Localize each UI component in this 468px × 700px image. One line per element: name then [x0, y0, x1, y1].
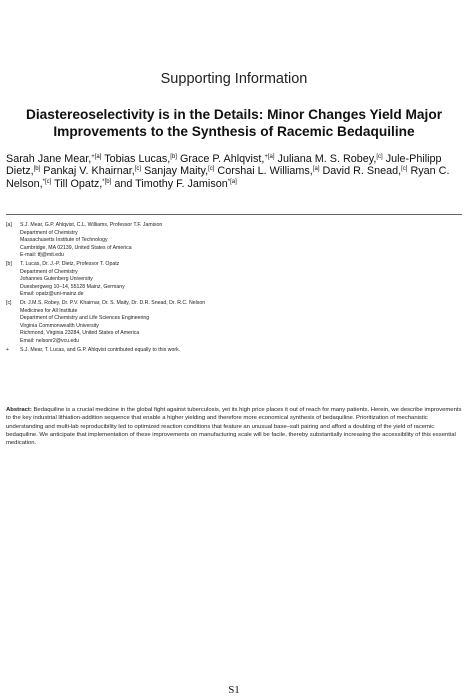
affiliation-line: Department of Chemistry — [20, 268, 78, 275]
affiliation-entry — [6, 300, 462, 345]
author-name: Pankaj V. Khairnar, — [43, 165, 135, 178]
author-affiliation-mark: [a] — [312, 166, 320, 173]
contribution-mark: + — [6, 346, 10, 353]
affiliation-line: Department of Chemistry — [20, 229, 78, 236]
affiliation-line: Duesbergweg 10–14, 55128 Mainz, Germany — [20, 283, 125, 290]
author-name: Juliana M. S. Robey, — [277, 153, 377, 165]
author-affiliation-mark: [b] — [170, 154, 177, 160]
affiliation-lines — [20, 261, 462, 299]
affiliation-email[interactable]: Email: opatz@uni-mainz.de — [20, 291, 84, 297]
contribution-text: S.J. Mear, T. Lucas, and G.P. Ahlqvist contributed equally to this work. — [20, 346, 181, 353]
author-list — [6, 153, 466, 190]
author-affiliation-mark: [c] — [401, 166, 408, 173]
author-affiliation-mark: *[a] — [227, 178, 237, 185]
author-affiliation-mark: [c] — [376, 154, 383, 160]
page-number: S1 — [228, 684, 240, 696]
affiliation-line: T. Lucas, Dr. J.-P. Dietz, Professor T. Opatz — [20, 261, 120, 267]
affiliations-block — [6, 222, 462, 356]
affiliation-mark: [b] — [6, 261, 12, 267]
affiliation-mark: [c] — [6, 300, 12, 306]
affiliation-line: Dr. J.M.S. Robey, Dr. P.V. Khairnar, Dr. S. Maity, Dr. D.R. Snead, Dr. R.C. Nelson — [20, 300, 206, 306]
affiliation-line: Medicines for All Institute — [20, 307, 78, 314]
abstract-paragraph — [6, 406, 462, 447]
affiliation-lines — [20, 300, 462, 345]
affiliation-line: Cambridge, MA 02139, United States of America — [20, 244, 132, 251]
paper-title: Diastereoselectivity is in the Details: Minor Changes Yield Major Improvements to the Synthesis of Racemic Bedaquiline — [25, 107, 443, 139]
affiliation-line: Department of Chemistry and Life Sciences Engineering — [20, 315, 150, 321]
author-name: David R. Snead, — [322, 165, 402, 178]
author-affiliation-mark: [b] — [33, 166, 41, 173]
affiliation-line: Richmond, Virginia 23284, United States of America — [20, 330, 140, 336]
author-name: Jule-Philipp Dietz, — [6, 153, 442, 178]
author-name: Tobias Lucas, — [104, 153, 171, 165]
affiliation-line: Virginia Commonwealth University — [20, 322, 99, 329]
author-name: Corshai L. Williams, — [217, 165, 313, 178]
author-name: Till Opatz, — [54, 177, 103, 190]
affiliation-mark: [a] — [6, 222, 12, 228]
abstract-text: Bedaquiline is a crucial medicine in the global fight against tuberculosis, yet its high price places it out of reach for many patients. Herein, we describe improvements to the key industrial lithiation-addition sequence that enable a higher yielding and therefore more economical synthesis of bedaquiline. Prioritization of mechanistic understanding and multi-lab reproducibility led to optimized reaction conditions that feature an unusual base–salt pairing and afford a doubling of the yield of racemic bedaquiline. We anticipate that implementation of these improvements on manufacturing scale will be facile, thereby substantially increasing the accessibility of this essential medication. — [6, 407, 462, 447]
author-name: Sarah Jane Mear, — [6, 153, 92, 165]
author-name: Ryan C. Nelson, — [6, 165, 450, 190]
affiliation-email[interactable]: E-mail: tfj@mit.edu — [20, 252, 64, 258]
author-affiliation-mark: +[a] — [264, 154, 275, 160]
author-name: Grace P. Ahlqvist, — [179, 153, 265, 165]
contribution-lines — [20, 347, 462, 355]
header-divider — [6, 214, 462, 215]
affiliation-lines — [20, 222, 462, 260]
affiliation-line: Johannes Gutenberg University — [20, 276, 93, 282]
author-affiliation-mark: +[a] — [91, 154, 102, 160]
author-affiliation-mark: [c] — [134, 166, 142, 173]
affiliation-entry — [6, 261, 462, 299]
affiliation-line: Massachusetts Institute of Technology — [20, 237, 108, 243]
contribution-note — [6, 347, 462, 355]
author-affiliation-mark: [c] — [208, 166, 215, 173]
author-name: and Timothy F. Jamison — [114, 177, 228, 190]
author-affiliation-mark: *[b] — [102, 178, 112, 185]
abstract-heading: Abstract: — [6, 407, 32, 413]
author-affiliation-mark: *[c] — [42, 178, 52, 185]
affiliation-line: S.J. Mear, G.P. Ahlqvist, C.L. Williams, Professor T.F. Jamison — [20, 222, 163, 228]
affiliation-email[interactable]: Email: nelsonr2@vcu.edu — [20, 337, 80, 344]
author-name: Sanjay Maity, — [144, 165, 209, 178]
affiliation-entry — [6, 222, 462, 260]
supporting-information-header: Supporting Information — [160, 71, 308, 87]
